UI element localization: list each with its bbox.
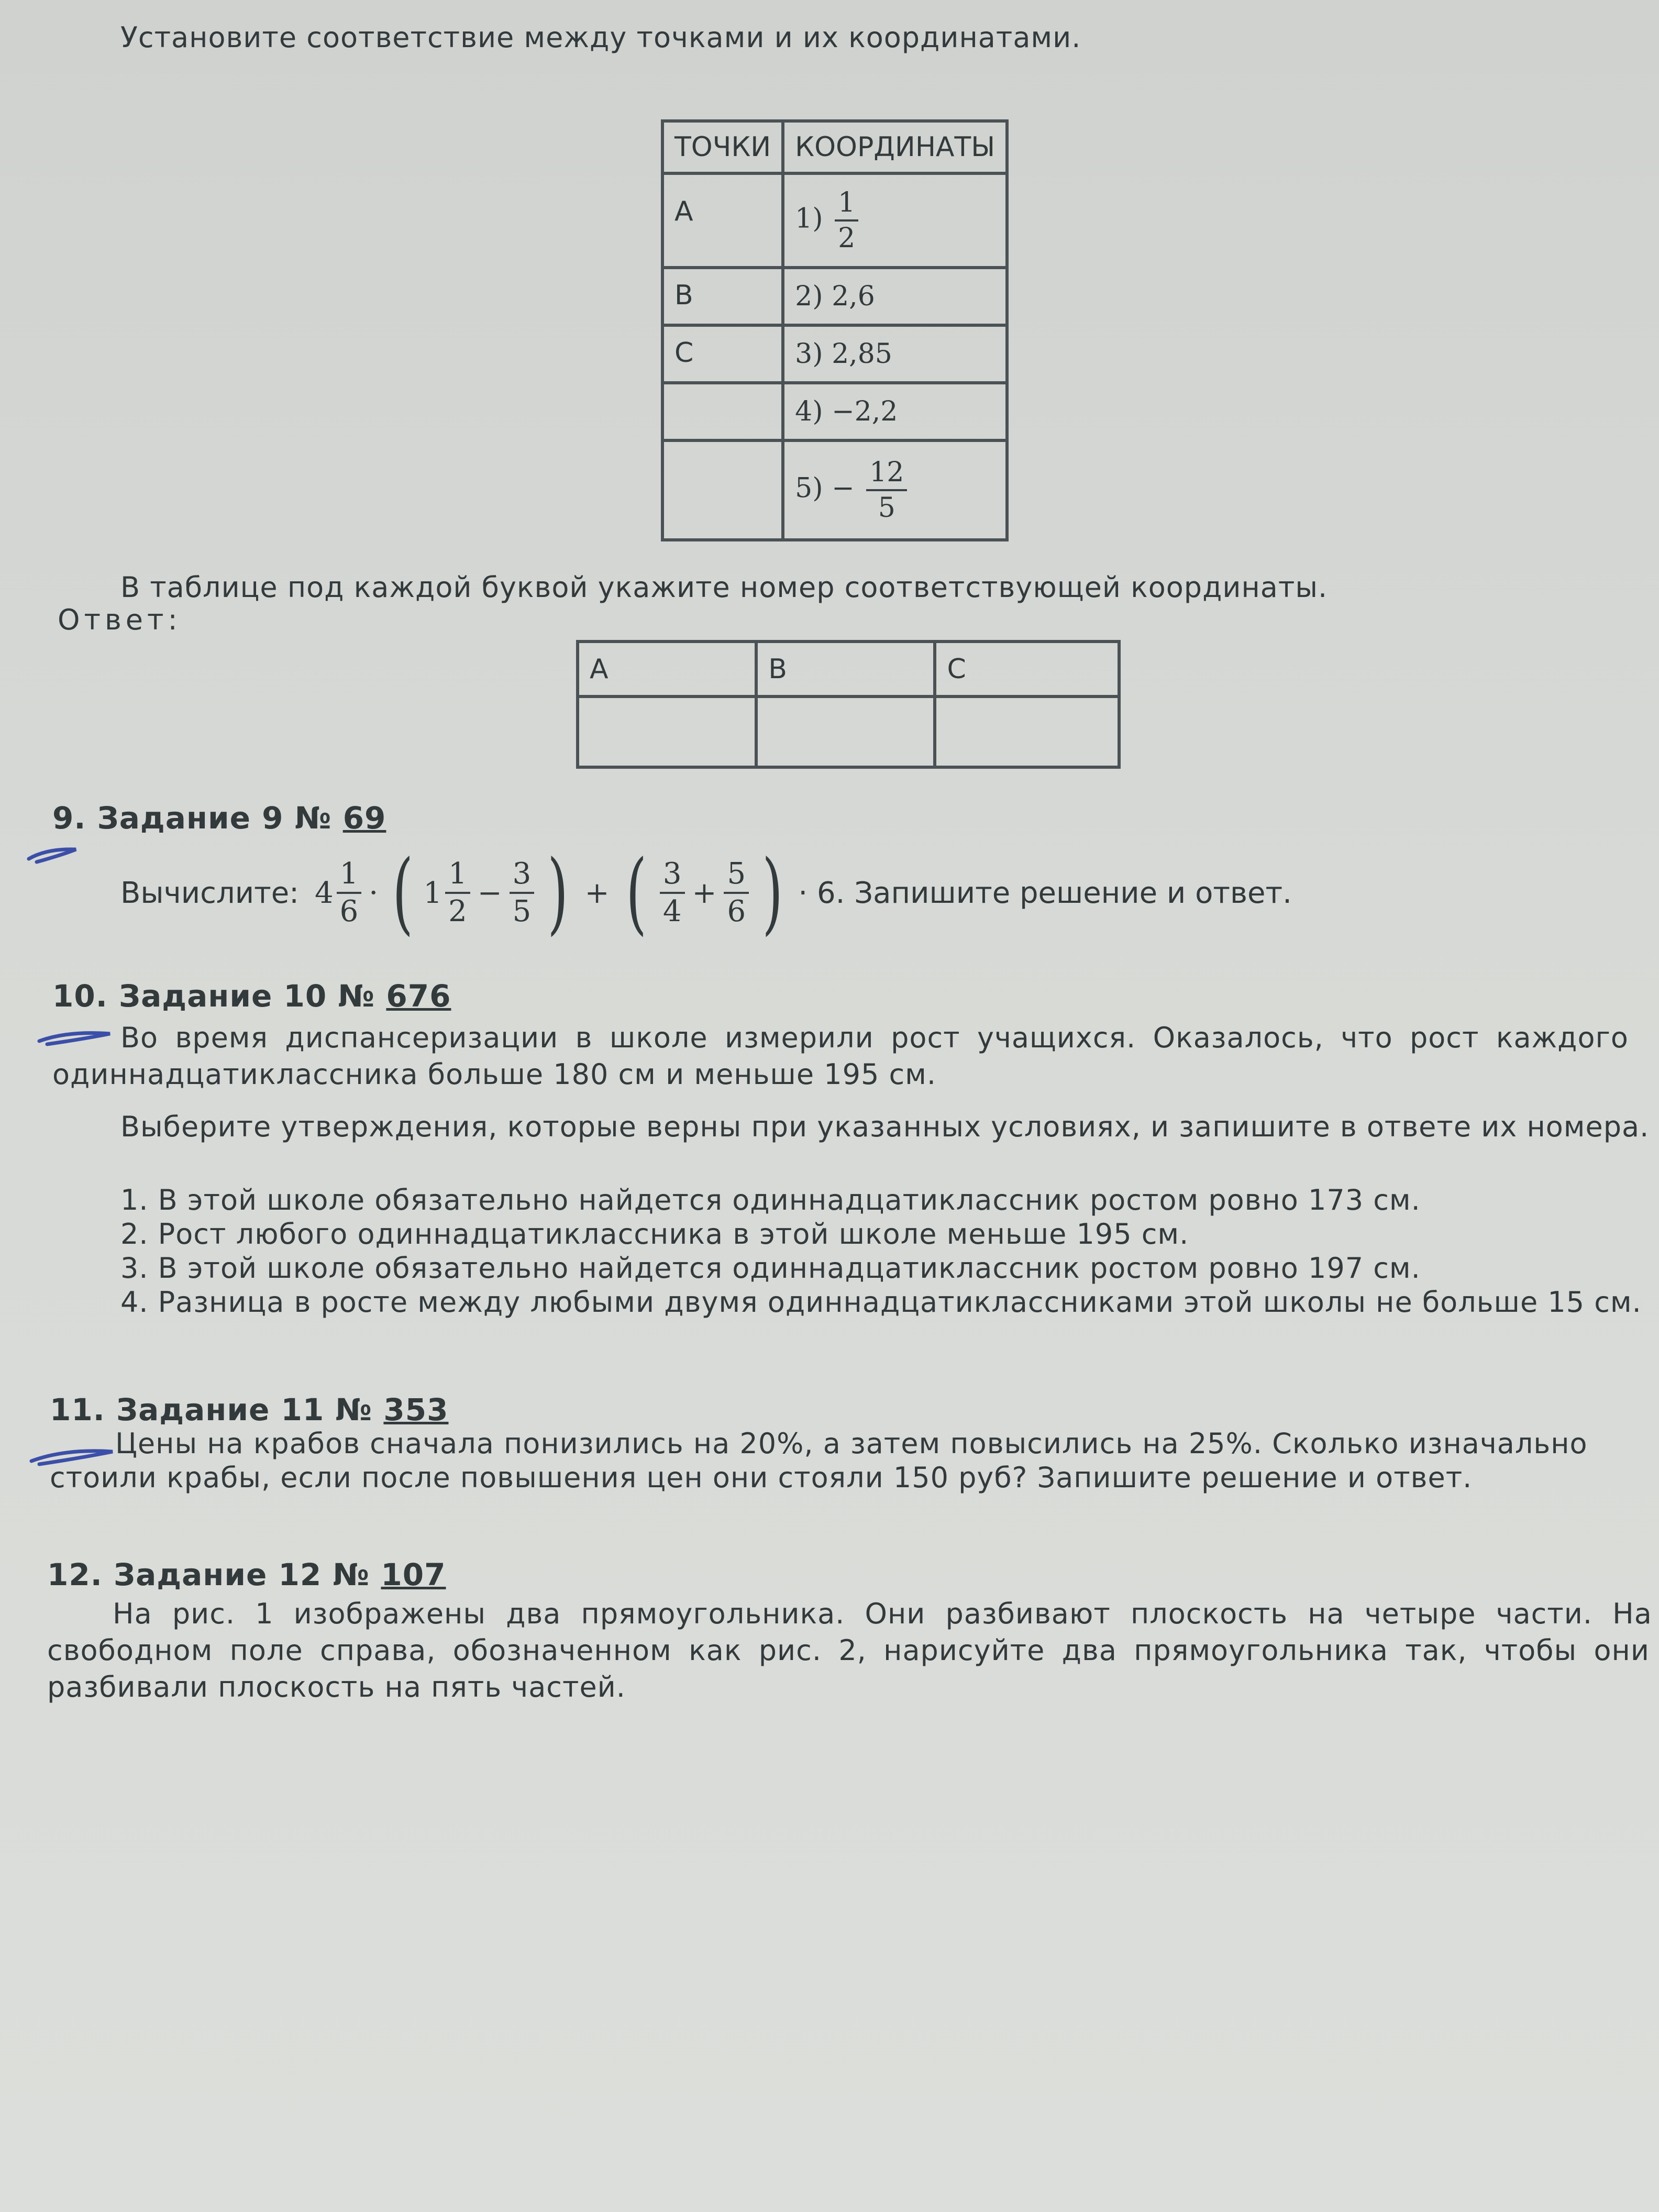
coordinate-1 bbox=[783, 173, 1007, 268]
point-b: B bbox=[662, 268, 783, 325]
task11-line2: стоили крабы, если после повышения цен они стояли 150 руб? Запишите решение и ответ. bbox=[50, 1461, 1473, 1494]
answer-label: Ответ: bbox=[58, 603, 182, 636]
answer-cell-c[interactable] bbox=[935, 696, 1119, 767]
point-a: A bbox=[662, 173, 783, 268]
coordinates-table bbox=[661, 119, 1009, 541]
coordinate-4: 4) −2,2 bbox=[783, 383, 1007, 440]
task12-line3: разбивали плоскость на пять частей. bbox=[47, 1671, 626, 1704]
task9-heading: 9. Задание 9 № 69 bbox=[52, 800, 386, 836]
task9-expression: Вычислите: 4 $\frac{1}{6}$ · ( 1 $\frac{1}{2}$ − $\frac{3}{5}$ ) + ( $\frac{3}{4}$ + $\frac{5}{6}$ ) · 6. Запишите решение и ответ. bbox=[120, 841, 1292, 945]
answer-header-a: A bbox=[578, 642, 756, 696]
point-c: C bbox=[662, 325, 783, 383]
task11-link[interactable]: 353 bbox=[383, 1392, 449, 1428]
task12-heading: 12. Задание 12 № 107 bbox=[47, 1557, 446, 1592]
coordinate-2: 2) 2,6 bbox=[783, 268, 1007, 325]
task10-line1: Во время диспансеризации в школе измерили рост учащихся. Оказалось, что рост каждого bbox=[120, 1021, 1629, 1054]
task10-option-3: 3. В этой школе обязательно найдется одиннадцатиклассник ростом ровно 197 см. bbox=[120, 1252, 1421, 1285]
table-instruction: В таблице под каждой буквой укажите номер соответствующей координаты. bbox=[120, 571, 1328, 604]
task10-option-4: 4. Разница в росте между любыми двумя одиннадцатиклассниками этой школы не больше 15 см. bbox=[120, 1286, 1642, 1319]
coordinate-1-fraction: $\frac{1}{2}$ bbox=[835, 189, 858, 252]
answer-cell-b[interactable] bbox=[756, 696, 935, 767]
pen-check-mark-icon bbox=[26, 843, 89, 864]
task10-option-1: 1. В этой школе обязательно найдется одиннадцатиклассник ростом ровно 173 см. bbox=[120, 1184, 1421, 1216]
task10-option-2: 2. Рост любого одиннадцатиклассника в этой школе меньше 195 см. bbox=[120, 1218, 1189, 1251]
task11-line1: Цены на крабов сначала понизились на 20%, а затем повысились на 25%. Сколько изначально bbox=[115, 1427, 1588, 1460]
task10-link[interactable]: 676 bbox=[386, 978, 451, 1014]
coordinate-5-fraction: $\frac{12}{5}$ bbox=[866, 459, 907, 522]
pen-check-mark-icon bbox=[37, 1026, 115, 1047]
intro-text: Установите соответствие между точками и их координатами. bbox=[120, 21, 1081, 54]
coordinate-1-label: 1) bbox=[795, 203, 823, 235]
answer-table bbox=[576, 640, 1121, 769]
task9-tail: · 6. Запишите решение и ответ. bbox=[798, 876, 1292, 910]
task10-line2: одиннадцатиклассника больше 180 см и меньше 195 см. bbox=[52, 1058, 937, 1091]
header-coordinates: КООРДИНАТЫ bbox=[783, 121, 1007, 173]
answer-cell-a[interactable] bbox=[578, 696, 756, 767]
task12-line1: На рис. 1 изображены два прямоугольника. Они разбивают плоскость на четыре части. На bbox=[113, 1597, 1652, 1630]
task10-heading: 10. Задание 10 № 676 bbox=[52, 978, 451, 1014]
task12-line2: свободном поле справа, обозначенном как рис. 2, нарисуйте два прямоугольника так, чтобы они bbox=[47, 1634, 1650, 1667]
point-empty-2 bbox=[662, 440, 783, 540]
answer-header-c: C bbox=[935, 642, 1119, 696]
answer-header-b: B bbox=[756, 642, 935, 696]
task9-lead: Вычислите: bbox=[120, 876, 300, 910]
point-empty-1 bbox=[662, 383, 783, 440]
header-points: ТОЧКИ bbox=[662, 121, 783, 173]
task11-heading: 11. Задание 11 № 353 bbox=[50, 1392, 449, 1428]
task10-prompt: Выберите утверждения, которые верны при указанных условиях, и запишите в ответе их номера. bbox=[120, 1110, 1650, 1143]
coordinate-5: 5) − $\frac{12}{5}$ bbox=[783, 440, 1007, 540]
task9-link[interactable]: 69 bbox=[342, 800, 386, 836]
coordinate-3: 3) 2,85 bbox=[783, 325, 1007, 383]
task12-link[interactable]: 107 bbox=[381, 1557, 446, 1592]
